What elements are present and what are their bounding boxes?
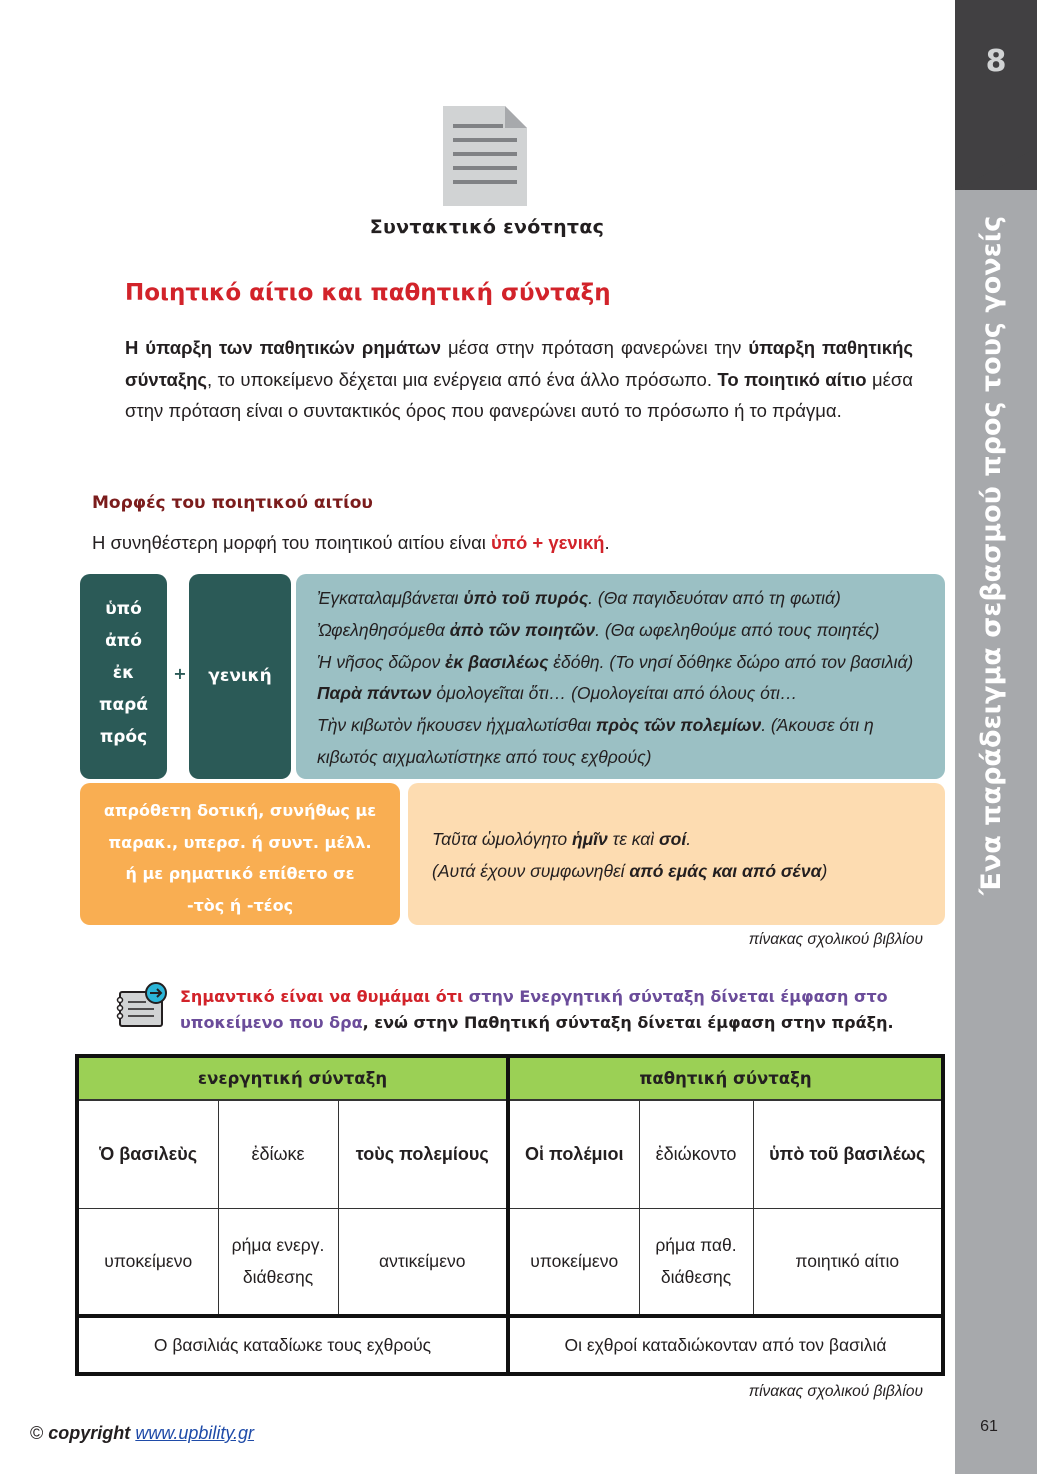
plus-sign: + (173, 664, 187, 683)
note-part-c: , ενώ στην Παθητική σύνταξη δίνεται έμφαση στην πράξη. (362, 1013, 894, 1032)
forms-heading: Μορφές του ποιητικού αιτίου (92, 493, 373, 513)
table-cell: ποιητικό αίτιο (753, 1208, 943, 1316)
chapter-number: 8 (985, 44, 1007, 79)
example-line: κιβωτός αιχμαλωτίστηκε από τους εχθρούς) (317, 746, 652, 767)
intro-bold-1: Η ύπαρξη των παθητικών ρημάτων (125, 337, 441, 358)
forms-text-main: Η συνηθέστερη μορφή του ποιητικού αιτίου είναι (92, 532, 492, 553)
preposition: ὑπό (105, 599, 142, 619)
table-caption: πίνακας σχολικού βιβλίου (748, 931, 923, 948)
table-cell: Ὁ βασιλεὺς (77, 1100, 218, 1208)
example-line: Τὴν κιβωτὸν ἤκουσεν ἠχμαλωτίσθαι πρὸς τῶν πολεμίων. (Άκουσε ότι η (317, 715, 874, 736)
document-icon (443, 106, 527, 206)
chapter-tab-fold (955, 148, 1037, 190)
intro-text-2: , το υποκείμενο δέχεται μια ενέργεια από ένα άλλο πρόσωπο. (207, 368, 718, 390)
dative-line: ή με ρηματικό επίθετο σε (125, 864, 355, 883)
table-cell: Οἱ πολέμιοι (508, 1100, 639, 1208)
example-line: Ὠφεληθησόμεθα ἀπὸ τῶν ποιητῶν. (Θα ωφεληθούμε από τους ποιητές) (317, 619, 880, 640)
translation-passive: Οι εχθροί καταδιώκονταν από τον βασιλιά (508, 1316, 943, 1374)
example-line: Ἐγκαταλαμβάνεται ὑπὸ τοῦ πυρός. (Θα παγιδευόταν από τη φωτιά) (317, 588, 841, 608)
header-active-syntax: ενεργητική σύνταξη (77, 1056, 508, 1100)
intro-paragraph (125, 332, 913, 427)
main-title: Ποιητικό αίτιο και παθητική σύνταξη (125, 280, 611, 306)
preposition: ἀπό (105, 631, 142, 651)
forms-text-end: . (604, 532, 610, 553)
forms-text (92, 532, 610, 554)
table-cell: ρήμα παθ. διάθεσης (639, 1208, 753, 1316)
table-cell: υποκείμενο (508, 1208, 639, 1316)
prepositions-box (80, 574, 167, 779)
table-cell: υποκείμενο (77, 1208, 218, 1316)
intro-text-3: μέσα στην πρόταση είναι ο συντακτικός όρος που φανερώνει αυτό το πρόσωπο ή το πράγμα. (125, 368, 913, 421)
dative-line: απρόθετη δοτική, συνήθως με (103, 801, 377, 820)
table-cell: ρήμα ενεργ. διάθεσης (218, 1208, 338, 1316)
dative-box (80, 783, 400, 925)
dative-line: παρακ., υπερσ. ή συντ. μέλλ. (108, 832, 372, 852)
example-line: Ἡ νῆσος δῶρον ἐκ βασιλέως ἐδόθη. (Το νησί δόθηκε δώρο από τον βασιλιά) (317, 651, 914, 672)
note-text (180, 984, 900, 1036)
dative-line: -τὸς ή -τέος (186, 895, 294, 915)
notebook-arrow-icon (116, 982, 168, 1030)
dative-example-box (408, 783, 945, 925)
table-cell: τοὺς πολεμίους (338, 1100, 508, 1208)
copyright-label: copyright (48, 1423, 131, 1443)
section-label: Συντακτικό ενότητας (369, 216, 605, 238)
note-part-b: στην Ενεργητική σύνταξη δίνεται έμφαση στο υποκείμενο που δρα (180, 987, 888, 1032)
example-line: Παρὰ πάντων ὁμολογεῖται ὅτι… (Ομολογείται από όλους ότι… (317, 683, 798, 704)
forms-highlight: ὑπό + γενική (491, 532, 605, 553)
upbility-link[interactable]: www.upbility.gr (135, 1423, 255, 1443)
translation-active: Ο βασιλιάς καταδίωκε τους εχθρούς (77, 1316, 508, 1374)
dative-example-translation: (Αυτά έχουν συμφωνηθεί από εμάς και από σένα) (432, 861, 828, 881)
table-cell: ἐδίωκε (218, 1100, 338, 1208)
intro-bold-2: ύπαρξη παθητικής σύνταξης (125, 337, 913, 390)
table-caption-2: πίνακας σχολικού βιβλίου (748, 1383, 923, 1400)
chapter-side-title: Ένα παράδειγμα σεβασμού προς τους γονείς (976, 215, 1007, 895)
genitive-box: γενική (189, 574, 291, 779)
note-part-a: Σημαντικό είναι να θυμάμαι ότι (180, 987, 469, 1006)
table-cell: ὑπὸ τοῦ βασιλέως (753, 1100, 943, 1208)
dative-example-greek: Ταῦτα ὡμολόγητο ἡμῖν τε καὶ σοί. (432, 829, 692, 849)
page-number: 61 (980, 1418, 998, 1435)
copyright-symbol: © (30, 1423, 44, 1443)
examples-box (296, 574, 945, 779)
table-cell: αντικείμενο (338, 1208, 508, 1316)
header-passive-syntax: παθητική σύνταξη (508, 1056, 943, 1100)
table-cell: ἐδιώκοντο (639, 1100, 753, 1208)
intro-bold-3: Το ποιητικό αίτιο (717, 368, 867, 390)
preposition: ἐκ (112, 663, 135, 683)
preposition: πρός (99, 727, 148, 747)
intro-text-1: μέσα στην πρόταση φανερώνει την (441, 337, 749, 358)
copyright-footer (30, 1423, 254, 1444)
syntax-comparison-table (75, 1054, 945, 1376)
preposition: παρά (99, 695, 148, 715)
